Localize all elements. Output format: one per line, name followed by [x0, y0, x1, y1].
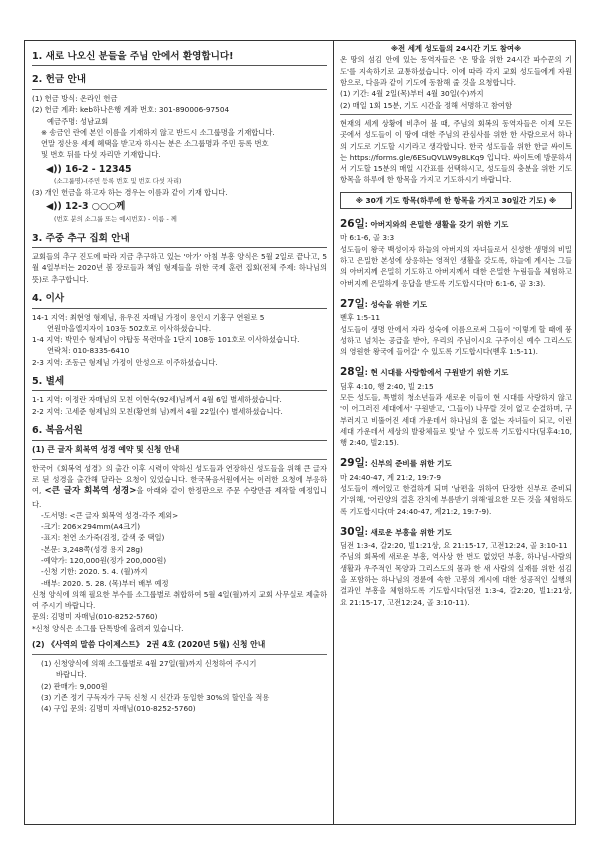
moving-line-5: 2-3 지역: 조동근 형제님 가정이 안성으로 이주하셨습니다.: [32, 357, 218, 367]
digest-rule: [32, 654, 327, 655]
prayer-day-number: 30일: [340, 525, 365, 538]
prayer-day-topic: : 아버지와의 은밀한 생활을 갖기 위한 기도: [364, 220, 509, 230]
welcome-rule: [32, 65, 327, 66]
prayer-day-body: 성도들이 왕국 백성이자 하늘의 아버지의 자녀들로서 신성한 생명의 비밀하고 은밀한 본성에 상응하는 영적인 생활을 갖도록, 하늘에 계시는 그들의 아버지께 은밀히 기도하고 아버지께서 대한 은밀한 누림들을 체험하고 아버지께 은밀하게 응답을 받도록 기도합시다(마 6:1-6, 골 3:3).: [340, 244, 572, 288]
obituary-rule: [32, 390, 327, 391]
digest-line-4: (4) 구입 문의: 김명미 자매님(010-8252-5760): [41, 704, 196, 714]
bible-spec-title: -도서명: <큰 글자 회복역 성경-각주 제외>: [41, 510, 179, 520]
moving-rule: [32, 308, 327, 309]
bible-spec-delivery: -배부: 2020. 5. 28. (목)부터 배부 예정: [41, 578, 169, 588]
prayer-method: (2) 매일 1회 15분, 기도 시간을 정해 서명하고 참여함: [340, 100, 513, 110]
prayer-items-box: ※ 30개 기도 항목(하루에 한 항목을 가지고 30일간 기도) ※: [340, 192, 572, 209]
offering-line-5: 연말 정산용 세제 혜택을 받고자 하시는 분은 소그룹명과 주민 등록 번호: [41, 139, 269, 149]
digest-line-1: (1) 신청양식에 의해 소그룹별로 4월 27일(월)까지 신청하여 주시기: [41, 659, 257, 669]
bible-spec-size: -크기: 206×294mm(A4크기): [41, 522, 141, 532]
prayer-day-body: 성도들이 생명 안에서 자라 성숙에 이름으로써 그들이 '이렇게 할 때에 풍성하고 넘치는 공급을 받아, 우리의 주님이시요 구주이신 예수 그리스도의 영원한 왕국에 들어갈' 수 있도록 기도합시다(벧후 1:5-11).: [340, 324, 572, 357]
meeting-paragraph: 교회들의 추구 진도에 따라 지금 추구하고 있는 '아가' 아침 부흥 양식은 5월 2일로 끝나고, 5월 4일부터는 2020년 봄 장로들과 책임 형제들을 위한 국제 훈련 집회(전체 주제: 하나님의 뜻)로 추구합니다.: [32, 252, 327, 284]
section-moving: [32, 293, 327, 368]
large-print-intro-end: 을 아래와 같이 한정판으로 주문 수량만큼 제작할 예정입니다.: [32, 486, 327, 509]
section-bookroom: [32, 425, 327, 715]
moving-line-1: 14-1 지역: 최현영 형제님, 유우진 자매님 가정이 용인시 기흥구 연원로 5: [32, 312, 265, 322]
prayer-day-number: 28일: [340, 366, 365, 379]
order-instruction: 신청 양식에 의해 필요한 부수를 소그룹별로 취합하여 5월 4일(월)까지 교회 사무실로 제출하여 주시기 바랍니다.: [32, 589, 327, 611]
moving-title: 4. 이사: [32, 293, 65, 305]
prayer-day-heading: [340, 455, 572, 471]
prayer-day-reference: 딤전 1:3-4, 갈2:20, 빌1:21상, 요 21:15-17, 고전12:24, 골 3:10-11: [340, 541, 568, 551]
right-column: [334, 41, 577, 608]
meeting-title: 3. 주중 추구 집회 안내: [32, 232, 130, 244]
offering-line-7: (3) 개인 헌금을 하고자 하는 경우는 이름과 같이 기재 합니다.: [32, 188, 228, 198]
offering-example-1: ◀)) 16-2 - 12345: [46, 163, 132, 175]
prayer-day-topic: : 성숙을 위한 기도: [364, 299, 428, 309]
offering-example-2-note: (번호 분의 소그룹 또는 예시번호) - 이름 - 께: [54, 215, 177, 223]
prayer-day: [340, 455, 572, 516]
prayer-day-heading: [340, 216, 572, 232]
prayer-day-number: 29일: [340, 457, 365, 470]
prayer-day-topic: : 새로운 부흥을 위한 기도: [364, 527, 452, 537]
prayer-intro: 온 땅의 섬김 안에 있는 동역자들은 '온 땅을 위한 24시간 파수꾼의 기도'를 지속하기로 교통하셨습니다. 이에 따라 각지 교회 성도들에게 자원함으로, 다음과 같이 기도에 동참해 줄 것을 요청합니다.: [340, 55, 572, 88]
welcome-title: 1. 새로 나오신 분들을 주님 안에서 환영합니다!: [32, 51, 234, 62]
moving-line-3: 1-4 지역: 박민수 형제님이 야탑동 목련마을 1단지 108동 101호로 이사하셨습니다.: [32, 335, 300, 345]
prayer-day: [340, 364, 572, 448]
offering-title: 2. 헌금 안내: [32, 74, 87, 86]
section-offering: [32, 74, 327, 224]
prayer-day-heading: [340, 364, 572, 380]
obituary-line-2: 2-2 지역: 고세준 형제님의 모친(황연희 님)께서 4월 22일(수) 별세하셨습니다.: [32, 406, 283, 416]
order-contact: 문의: 김명미 자매님(010-8252-5760): [32, 612, 158, 622]
large-print-rule: [32, 459, 327, 460]
prayer-day-body: 모든 성도들, 특별히 청소년들과 새로운 이들이 현 시대를 사랑하지 않고 '이 어그러진 세대에서' 구원받고, '그들이) 나무랄 것이 없고 순결하며, 구부러지고 비뚤어진 세대 가운데서 하나님의 흠 없는 자녀들이 되고, 이런 세대 가운데서 세상의 발광체들로 빛'날 수 있도록 기도합시다(딤후4:10, 행 2:40, 빌2:15).: [340, 392, 572, 448]
digest-line-2: (2) 판매가: 9,000원: [41, 681, 108, 691]
offering-line-2: (2) 헌금 계좌: keb하나은행 계좌 번호: 301-890006-97504: [32, 105, 230, 115]
prayer-day: [340, 524, 572, 608]
offering-line-3: 예금주명: 성남교회: [47, 116, 109, 126]
offering-line-4: ※ 송금인 란에 본인 이름을 기재하지 않고 반드시 소그룹명을 기재합니다.: [41, 127, 275, 137]
obituary-line-1: 1-1 지역: 이정란 자매님의 모친 이현숙(92세)님께서 4월 6일 별세하셨습니다.: [32, 395, 282, 405]
prayer-day-heading: [340, 296, 572, 312]
section-welcome: [32, 51, 327, 66]
bookroom-title: 6. 복음서원: [32, 425, 83, 437]
prayer-day-heading: [340, 524, 572, 540]
offering-example-1-note: (소그룹명)-(주민 등록 번호 및 번호 다섯 자리): [54, 178, 182, 186]
bible-spec-deadline: -신청 기한: 2020. 5. 4. (월)까지: [41, 567, 148, 577]
prayer-day-body: 주님의 회복에 새로운 부흥, 역사상 한 번도 없었던 부흥, 하나님-사람의 생활과 우주적인 목양과 그리스도의 몸과 한 새 사람의 실재를 위한 섬김을 포함하는 하나님의 경륜에 속한 고봉의 계시에 대한 성공적인 실행의 결과인 부흥을 체험하도록 기도합시다(딤전 1:3-4, 갈2:20, 빌1:21상, 요 21:15-17, 고전12:24, 골 3:10-11).: [340, 552, 572, 607]
prayer-paragraph: 현재의 세계 상황에 비추어 볼 때, 주님의 회복의 동역자들은 이제 모든 곳에서 성도들이 이 땅에 대한 주님의 관심사를 위한 한 사람으로서 하나의 기도로 기도할 시기라고 생각합니다. 한국 성도들을 위한 한글 싸이트는 https://forms.gle/6ESuQVLW9y8LKq9 입니다. 싸이트에 방문하셔서 기도할 15분의 매일 시간표를 선택하시고, 성도들의 충분을 위한 기도 항목을 하루에 한 항목을 가지고 기도하시기 바랍니다.: [340, 118, 572, 185]
prayer-period: (1) 기간: 4월 2일(목)부터 4월 30일(수)까지: [340, 89, 484, 99]
bible-spec-price: -예약가: 120,000원(정가 200,000원): [41, 555, 167, 565]
bookroom-rule: [32, 440, 327, 441]
bible-spec-pages: -본문: 3,248쪽(성경 용지 28g): [41, 544, 143, 554]
prayer-title: ※전 세계 성도들의 24시간 기도 참여※: [390, 44, 522, 53]
meeting-rule: [32, 247, 327, 248]
prayer-day-body: 성도들이 깨어있고 한결하게 되며 '남편을 위하여 단장한 신부로 준비되기'위해, '어린양의 결혼 잔치에 부름받기 위해'필요한 모든 것을 체험하도록 기도합시다(마 24:40-47, 계21:2, 19:7-9).: [340, 484, 572, 516]
prayer-day: [340, 296, 572, 357]
prayer-day-number: 27일: [340, 297, 365, 310]
offering-line-1: (1) 헌금 방식: 온라인 헌금: [32, 93, 118, 103]
prayer-rule: [340, 114, 572, 115]
offering-example-2: ◀)) 12-3 ○○○께: [46, 201, 126, 213]
prayer-day-number: 26일: [340, 218, 365, 231]
prayer-day-reference: 마 6:1-6, 골 3:3: [340, 233, 395, 243]
left-column: [25, 41, 333, 715]
digest-line-3: (3) 기존 정기 구독자가 구독 신청 시 신간과 동일한 30%의 할인을 적용: [41, 693, 270, 703]
bulletin-page: [24, 40, 576, 825]
moving-line-2: 연원마을엘지자이 103동 502호로 이사하셨습니다.: [47, 323, 212, 333]
prayer-day: [340, 216, 572, 289]
digest-heading: (2) 《사역의 말씀 다이제스트》 2권 4호 (2020년 5월) 신청 안내: [32, 640, 266, 650]
prayer-day-topic: : 신부의 준비를 위한 기도: [364, 459, 452, 469]
section-obituary: [32, 376, 327, 417]
bible-spec-cover: -표지: 천연 소가죽(검정, 갈색 중 택일): [41, 533, 165, 543]
large-print-bible-heading: (1) 큰 글자 회복역 성경 예약 및 신청 안내: [32, 444, 180, 454]
large-print-paragraph: [32, 463, 327, 510]
digest-line-1b: 바랍니다.: [56, 670, 87, 680]
offering-line-6: 및 번호 뒤를 다섯 자리만 기재합니다.: [41, 150, 161, 160]
offering-rule: [32, 89, 327, 90]
obituary-title: 5. 별세: [32, 375, 65, 387]
prayer-day-topic: : 현 시대를 사랑함에서 구원받기 위한 기도: [364, 368, 509, 378]
section-meeting: [32, 233, 327, 285]
prayer-day-reference: 딤후 4:10, 행 2:40, 빌 2:15: [340, 381, 434, 391]
prayer-day-reference: 벧후 1:5-11: [340, 313, 381, 323]
prayer-day-reference: 마 24:40-47, 계 21:2, 19:7-9: [340, 472, 442, 482]
large-print-title: <큰 글자 회복역 성경>: [44, 486, 137, 497]
moving-line-4: 연락처: 010-8335-6410: [47, 346, 130, 356]
order-note: *신청 양식은 소그룹 단톡방에 올려져 있습니다.: [32, 623, 184, 633]
large-print-intro: 한국어《회복역 성경》의 출간 이후 시력이 약하신 성도들과 연장하신 성도들을 위해 큰 글자로 된 성경을 출간해 달라는 요청이 있었습니다. 한국복음서원에서는 이러한 요청에 부응하여,: [32, 463, 327, 496]
